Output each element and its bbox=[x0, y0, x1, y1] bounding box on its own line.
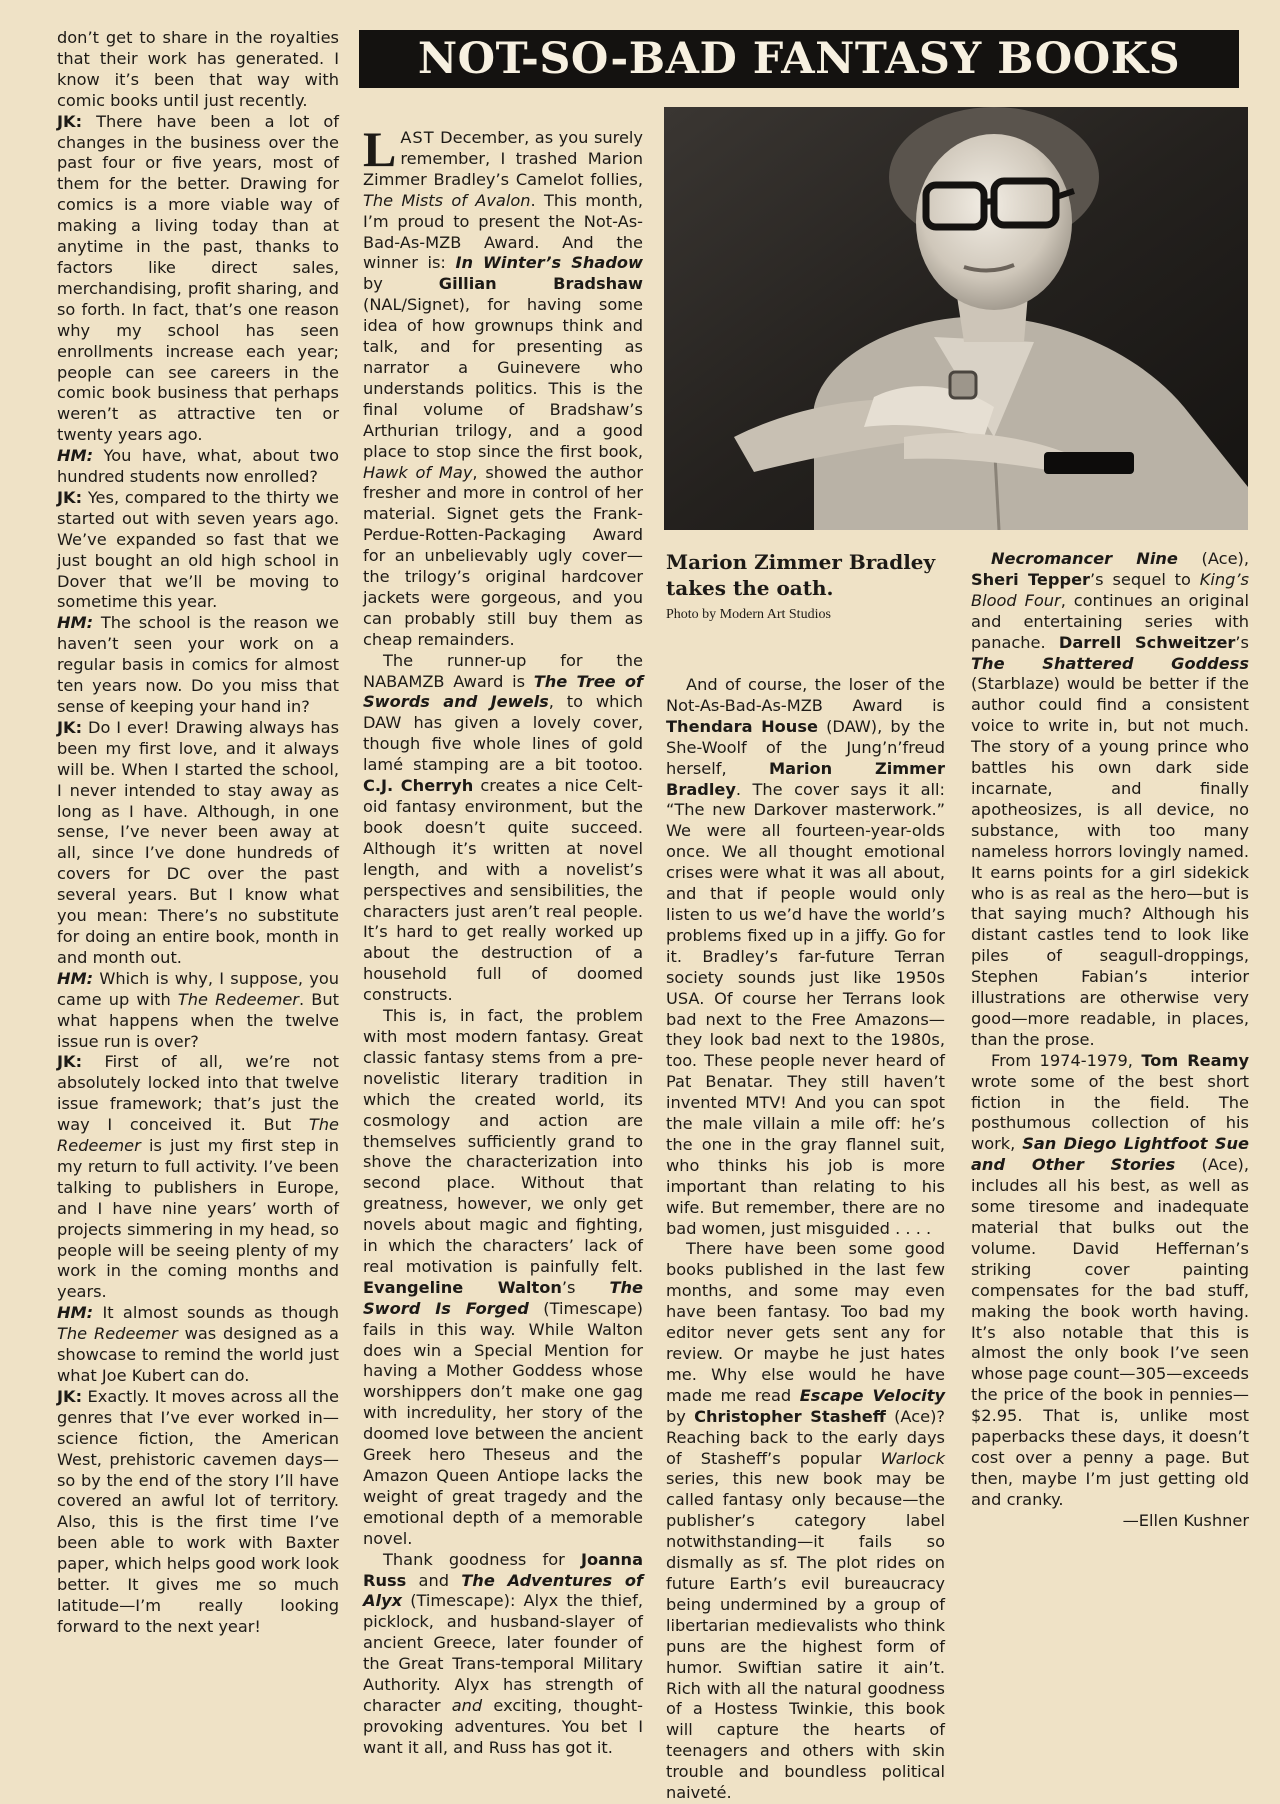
interview-paragraph: HM: You have, what, about two hundred students now enrolled? bbox=[57, 446, 339, 487]
speaker-hm: HM: bbox=[57, 446, 94, 466]
speaker-hm: HM: bbox=[57, 1303, 94, 1323]
author-signature: —Ellen Kushner bbox=[1122, 1510, 1249, 1530]
author-photo bbox=[664, 107, 1248, 530]
interview-paragraph: JK: There have been a lot of changes in the business over the past four or five years, most of them for the better. Drawing for comics is a more viable way of making a living today than at anytime in the past, thanks to factors like direct sales, merchandising, profit sharing, and so forth. In fact, that’s one reason why my school has seen enrollments increase each year; people can see careers in the comic book business that perhaps weren’t as attractive ten or twenty years ago. bbox=[57, 111, 339, 445]
speaker-jk: JK: bbox=[57, 1052, 83, 1072]
interview-column bbox=[57, 28, 339, 1638]
portrait-illustration bbox=[664, 107, 1248, 530]
review-column-2 bbox=[666, 675, 945, 1804]
review-column-3 bbox=[971, 549, 1249, 1532]
interview-paragraph: JK: First of all, we’re not absolutely locked into that twelve issue framework; that’s just the way I conceived it. But The Redeemer is just my first step in my return to full activity. I’ve been talking to publishers in Europe, and I have nine years’ worth of projects simmering in my head, so people will be seeing plenty of my work in the coming months and years. bbox=[57, 1052, 339, 1302]
review-paragraph: And of course, the loser of the Not-As-Bad-As-MZB Award is Thendara House (DAW), by the She-Woolf of the Jung’n’freud herself, Marion Zimmer Bradley. The cover says it all: “The new Darkover masterwork.” We were all fourteen-year-olds once. We all thought emotional crises were what it was all about, and that if people would only listen to us we’d have the world’s problems fixed up in a jiffy. Go for it. Bradley’s far-future Terran society sounds just like 1950s USA. Of course her Terrans look bad next to the Free Amazons—they look bad next to the 1980s, too. These people never heard of Pat Benatar. They still haven’t invented MTV! And you can spot the male villain a mile off: he’s the one in the gray flannel suit, who thinks his job is more important than relating to his wife. But remember, there are no bad women, just misguided . . . . bbox=[666, 675, 945, 1238]
review-paragraph: The runner-up for the NABAMZB Award is The Tree of Swords and Jewels, to which DAW has given a lovely cover, though five whole lines of gold lamé stamping are a bit tootoo. C.J. Cherryh creates a nice Celt-oid fantasy environment, but the book doesn’t quite succeed. Although it’s written at novel length, and with a novelist’s perspectives and sensibilities, the characters just aren’t real people. It’s hard to get really worked up about the destruction of a household full of doomed constructs. bbox=[363, 650, 643, 1005]
review-column-1 bbox=[363, 121, 643, 1759]
speaker-jk: JK: bbox=[57, 717, 83, 737]
article-headline: NOT-SO-BAD FANTASY BOOKS bbox=[359, 30, 1239, 88]
photo-credit: Photo by Modern Art Studios bbox=[666, 607, 831, 622]
speaker-hm: HM: bbox=[57, 968, 94, 988]
review-paragraph: Necromancer Nine (Ace), Sheri Tepper’s sequel to King’s Blood Four, continues an original and entertaining series with panache. Darrell Schweitzer’s The Shattered Goddess (Starblaze) would be better if the author could find a consistent voice to write in, but not much. The story of a young prince who battles his own dark side incarnate, and finally apotheosizes, is all device, no substance, with too many nameless horrors lovingly named. It earns points for a girl sidekick who is as real as the hero—but is that saying much? Although his distant castles tend to look like piles of seagull-droppings, Stephen Fabian’s interior illustrations are otherwise very good—more readable, in places, than the prose. bbox=[971, 549, 1249, 1049]
review-paragraph: From 1974-1979, Tom Reamy wrote some of the best short fiction in the field. The posthumous collection of his work, San Diego Lightfoot Sue and Other Stories (Ace), includes all his best, as well as some tiresome and inadequate material that bulks out the volume. David Heffernan’s striking cover painting compensates for the bad stuff, making the book worth having. It’s also notable that this is almost the only book I’ve seen whose page count—305—exceeds the price of the book in pennies—$2.95. That is, unlike most paperbacks these days, it doesn’t cost over a penny a page. But then, maybe I’m just getting old and cranky. bbox=[971, 1050, 1249, 1509]
interview-paragraph: JK: Exactly. It moves across all the genres that I’ve ever worked in—science fiction, the American West, prehistoric cavemen days—so by the end of the story I’ll have covered an awful lot of territory. Also, this is the first time I’ve been able to work with Baxter paper, which helps good work look better. It gives me so much latitude—I’m really looking forward to the next year! bbox=[57, 1386, 339, 1636]
interview-paragraph: HM: It almost sounds as though The Redeemer was designed as a showcase to remind the world just what Joe Kubert can do. bbox=[57, 1303, 339, 1385]
review-paragraph: LAST December, as you surely remember, I trashed Marion Zimmer Bradley’s Camelot follies, The Mists of Avalon. This month, I’m proud to present the Not-As-Bad-As-MZB Award. And the winner is: In Winter’s Shadow by Gillian Bradshaw (NAL/Signet), for having some idea of how grownups think and talk, and for presenting as narrator a Guinevere who understands politics. This is the final volume of Bradshaw’s Arthurian trilogy, and a good place to stop since the first book, Hawk of May, showed the author fresher and more in control of her material. Signet gets the Frank-Perdue-Rotten-Packaging Award for an unbelievably ugly cover—the trilogy’s original hardcover jackets were gorgeous, and you can probably still buy them as cheap remainders. bbox=[363, 121, 643, 649]
interview-paragraph: don’t get to share in the royalties that their work has generated. I know it’s been that way with comic books until just recently. bbox=[57, 28, 339, 110]
interview-paragraph: JK: Do I ever! Drawing always has been my first love, and it always will be. When I started the school, I never intended to stay away as long as I have. Although, in one sense, I’ve never been away at all, since I’ve done hundreds of covers for DC over the past several years. But I know what you mean: There’s no substitute for doing an entire book, month in and month out. bbox=[57, 717, 339, 967]
interview-paragraph: HM: The school is the reason we haven’t seen your work on a regular basis in comics for almost ten years now. Do you miss that sense of keeping your hand in? bbox=[57, 613, 339, 716]
speaker-jk: JK: bbox=[57, 1386, 83, 1406]
speaker-jk: JK: bbox=[57, 111, 83, 131]
interview-paragraph: JK: Yes, compared to the thirty we started out with seven years ago. We’ve expanded so fast that we just bought an old high school in Dover that we’ll be moving to sometime this year. bbox=[57, 487, 339, 612]
speaker-jk: JK: bbox=[57, 487, 83, 507]
drop-cap: L bbox=[363, 121, 397, 177]
speaker-hm: HM: bbox=[57, 613, 94, 633]
review-paragraph: Thank goodness for Joanna Russ and The Adventures of Alyx (Timescape): Alyx the thief, picklock, and husband-slayer of ancient Greece, later founder of the Great Trans-temporal Military Authority. Alyx has strength of character and exciting, thought-provoking adventures. You bet I want it all, and Russ has got it. bbox=[363, 1549, 643, 1757]
review-paragraph: This is, in fact, the problem with most modern fantasy. Great classic fantasy stems from a pre-novelistic literary tradition in which the created world, its cosmology and action are themselves sufficiently grand to shove the characterization into second place. Without that greatness, however, we only get novels about magic and fighting, in which the characters’ lack of real motivation is painfully felt. Evangeline Walton’s The Sword Is Forged (Timescape) fails in this way. While Walton does win a Special Mention for having a Mother Goddess whose worshippers don’t make one gag with incredulity, her story of the doomed love between the ancient Greek hero Theseus and the Amazon Queen Antiope lacks the weight of great tragedy and the emotional depth of a memorable novel. bbox=[363, 1006, 643, 1548]
interview-paragraph: HM: Which is why, I suppose, you came up with The Redeemer. But what happens when the twelve issue run is over? bbox=[57, 968, 339, 1051]
review-paragraph: There have been some good books published in the last few months, and some may even have been fantasy. Too bad my editor never gets sent any for review. Or maybe he just hates me. Why else would he have made me read Escape Velocity by Christopher Stasheff (Ace)? Reaching back to the early days of Stasheff’s popular Warlock series, this new book may be called fantasy only because—the publisher’s category label notwithstanding—it fails so dismally as sf. The plot rides on future Earth’s evil bureaucracy being undermined by a group of libertarian medievalists who think puns are the highest form of humor. Swiftian satire it ain’t. Rich with all the natural goodness of a Hostess Twinkie, this book will capture the hearts of teenagers and others with skin trouble and boundless political naiveté. bbox=[666, 1239, 945, 1803]
caption-title: Marion Zimmer Bradley takes the oath. bbox=[666, 550, 936, 600]
photo-caption bbox=[666, 549, 946, 623]
